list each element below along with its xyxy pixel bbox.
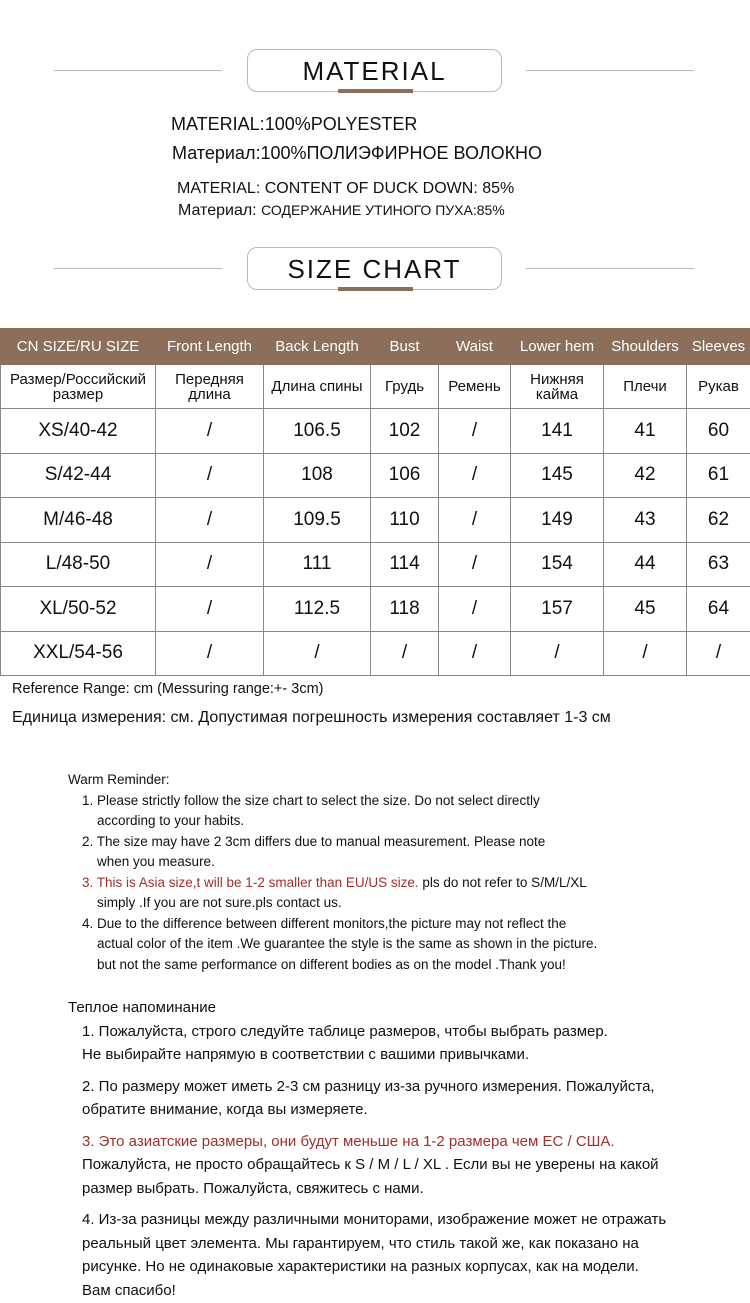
material-line: [178, 202, 505, 220]
material-title: [247, 49, 502, 92]
table-row: [1, 542, 750, 587]
accent-bar: [338, 89, 413, 93]
table-cell: /: [439, 587, 511, 632]
table-cell: 61: [687, 453, 750, 498]
warm-reminder: [68, 770, 597, 975]
label: Материал:: [178, 202, 257, 219]
table-cell: 149: [511, 498, 604, 543]
table-cell: L/48-50: [1, 542, 156, 587]
reminder-line: 4. Due to the difference between different monitors,the picture may not reflect the: [82, 915, 567, 931]
warm-reminder-title: Warm Reminder:: [68, 772, 170, 787]
table-cell: 157: [511, 587, 604, 632]
material-line: [177, 180, 514, 198]
label: MATERIAL:: [177, 180, 261, 197]
warm-reminder-ru: [68, 996, 666, 1302]
table-cell: /: [439, 453, 511, 498]
table-cell: 64: [687, 587, 750, 632]
label: MATERIAL:: [171, 114, 265, 134]
table-cell: 145: [511, 453, 604, 498]
column-header: Front Length: [156, 329, 264, 365]
column-header: Back Length: [264, 329, 371, 365]
reminder-line: according to your habits.: [82, 813, 245, 828]
table-cell: 45: [604, 587, 687, 632]
table-cell: /: [264, 631, 371, 676]
table-cell: 106.5: [264, 409, 371, 454]
table-cell: 102: [371, 409, 439, 454]
table-cell: 118: [371, 587, 439, 632]
divider: [526, 70, 694, 71]
size-table: [0, 328, 750, 676]
reminder-line-ru: 3. Это азиатские размеры, они будут меньше на 1-2 размера чем ЕС / США.: [82, 1132, 615, 1150]
table-cell: /: [687, 631, 750, 676]
table-cell: /: [439, 409, 511, 454]
table-row: [1, 587, 750, 632]
size-chart-title: [247, 247, 502, 290]
reminder-line: simply .If you are not sure.pls contact us.: [82, 895, 342, 910]
reminder-line-ru: рисунке. Но не одинаковые характеристики на разных корпусах, как на модели.: [82, 1258, 639, 1275]
column-header-ru: Передняя длина: [156, 365, 264, 409]
material-line: [171, 114, 417, 135]
table-cell: 42: [604, 453, 687, 498]
reminder-line: but not the same performance on different bodies as on the model .Thank you!: [82, 956, 566, 972]
table-cell: /: [156, 587, 264, 632]
table-cell: 109.5: [264, 498, 371, 543]
reminder-line: actual color of the item .We guarantee the style is the same as shown in the picture.: [82, 936, 598, 951]
table-header-row: [1, 329, 750, 365]
table-row: [1, 631, 750, 676]
accent-bar: [338, 287, 413, 291]
column-header-ru: Нижняя кайма: [511, 365, 604, 409]
table-row: [1, 498, 750, 543]
column-header: Shoulders: [604, 329, 687, 365]
table-cell: /: [439, 498, 511, 543]
material-line: [172, 143, 542, 164]
reminder-line: 2. The size may have 2 3cm differs due to manual measurement. Please note: [82, 833, 546, 849]
table-cell: 112.5: [264, 587, 371, 632]
table-cell: /: [156, 453, 264, 498]
table-cell: /: [156, 542, 264, 587]
table-row: [1, 409, 750, 454]
column-header: Lower hem: [511, 329, 604, 365]
reminder-line-ru: размер выбрать. Пожалуйста, свяжитесь с нами.: [82, 1179, 424, 1197]
table-cell: XS/40-42: [1, 409, 156, 454]
table-cell: /: [439, 542, 511, 587]
table-cell: 44: [604, 542, 687, 587]
table-header-row-ru: [1, 365, 750, 409]
reminder-line-ru: Вам спасибо!: [82, 1281, 176, 1299]
table-cell: /: [156, 409, 264, 454]
reminder-line-ru: 2. По размеру может иметь 2-3 см разницу из-за ручного измерения. Пожалуйста,: [82, 1077, 655, 1095]
value: CONTENT OF DUCK DOWN: 85%: [264, 180, 515, 197]
reminder-highlight: 3. This is Asia size,t will be 1-2 smaller than EU/US size.: [82, 874, 419, 890]
table-cell: 43: [604, 498, 687, 543]
table-cell: 114: [371, 542, 439, 587]
table-cell: /: [604, 631, 687, 676]
column-header: Sleeves: [687, 329, 750, 365]
table-cell: /: [156, 498, 264, 543]
reminder-line-ru: обратите внимание, когда вы измеряете.: [82, 1101, 368, 1118]
table-cell: XL/50-52: [1, 587, 156, 632]
warm-reminder-ru-title: Теплое напоминание: [68, 999, 216, 1016]
column-header-ru: Плечи: [604, 365, 687, 409]
table-cell: 110: [371, 498, 439, 543]
column-header-ru: Длина спины: [264, 365, 371, 409]
reminder-line-ru: Не выбирайте напрямую в соответствии с вашими привычками.: [82, 1046, 530, 1063]
column-header-ru: Грудь: [371, 365, 439, 409]
column-header-ru: Размер/Российский размер: [1, 365, 156, 409]
reference-range-ru: Единица измерения: см. Допустимая погрешность измерения составляет 1-3 см: [12, 709, 611, 726]
value: 100%POLYESTER: [264, 114, 418, 134]
table-cell: S/42-44: [1, 453, 156, 498]
column-header: Bust: [371, 329, 439, 365]
reminder-line-ru: 4. Из-за разницы между различными мониторами, изображение может не отражать: [82, 1211, 667, 1228]
divider: [54, 268, 222, 269]
divider: [526, 268, 694, 269]
table-cell: XXL/54-56: [1, 631, 156, 676]
column-header: CN SIZE/RU SIZE: [1, 329, 156, 365]
reminder-line-ru: Пожалуйста, не просто обращайтесь к S / M / L / XL . Если вы не уверены на какой: [82, 1156, 659, 1173]
reference-range: Reference Range: cm (Messuring range:+- 3cm): [12, 681, 324, 697]
table-cell: 41: [604, 409, 687, 454]
reminder-line: when you measure.: [82, 854, 215, 869]
table-cell: /: [156, 631, 264, 676]
size-chart-title-text: SIZE CHART: [287, 254, 462, 284]
reminder-text: pls do not refer to S/M/L/XL: [418, 874, 587, 890]
table-cell: 60: [687, 409, 750, 454]
table-cell: 63: [687, 542, 750, 587]
table-cell: 154: [511, 542, 604, 587]
table-cell: 62: [687, 498, 750, 543]
reminder-line: 1. Please strictly follow the size chart to select the size. Do not select directly: [82, 792, 540, 808]
value: 100%ПОЛИЭФИРНОЕ ВОЛОКНО: [260, 143, 543, 163]
column-header: Waist: [439, 329, 511, 365]
divider: [54, 70, 222, 71]
table-cell: 111: [264, 542, 371, 587]
table-cell: 106: [371, 453, 439, 498]
column-header-ru: Рукав: [687, 365, 750, 409]
table-row: [1, 453, 750, 498]
column-header-ru: Ремень: [439, 365, 511, 409]
label: Материал:: [172, 143, 261, 163]
table-cell: /: [371, 631, 439, 676]
table-cell: /: [439, 631, 511, 676]
reminder-line: [82, 873, 597, 894]
table-cell: 141: [511, 409, 604, 454]
reminder-line-ru: реальный цвет элемента. Мы гарантируем, что стиль такой же, как показано на: [82, 1234, 639, 1252]
table-cell: 108: [264, 453, 371, 498]
reminder-line-ru: 1. Пожалуйста, строго следуйте таблице размеров, чтобы выбрать размер.: [82, 1022, 608, 1040]
table-cell: M/46-48: [1, 498, 156, 543]
table-cell: /: [511, 631, 604, 676]
value: СОДЕРЖАНИЕ УТИНОГО ПУХА:85%: [261, 202, 505, 218]
material-title-text: MATERIAL: [302, 56, 447, 86]
